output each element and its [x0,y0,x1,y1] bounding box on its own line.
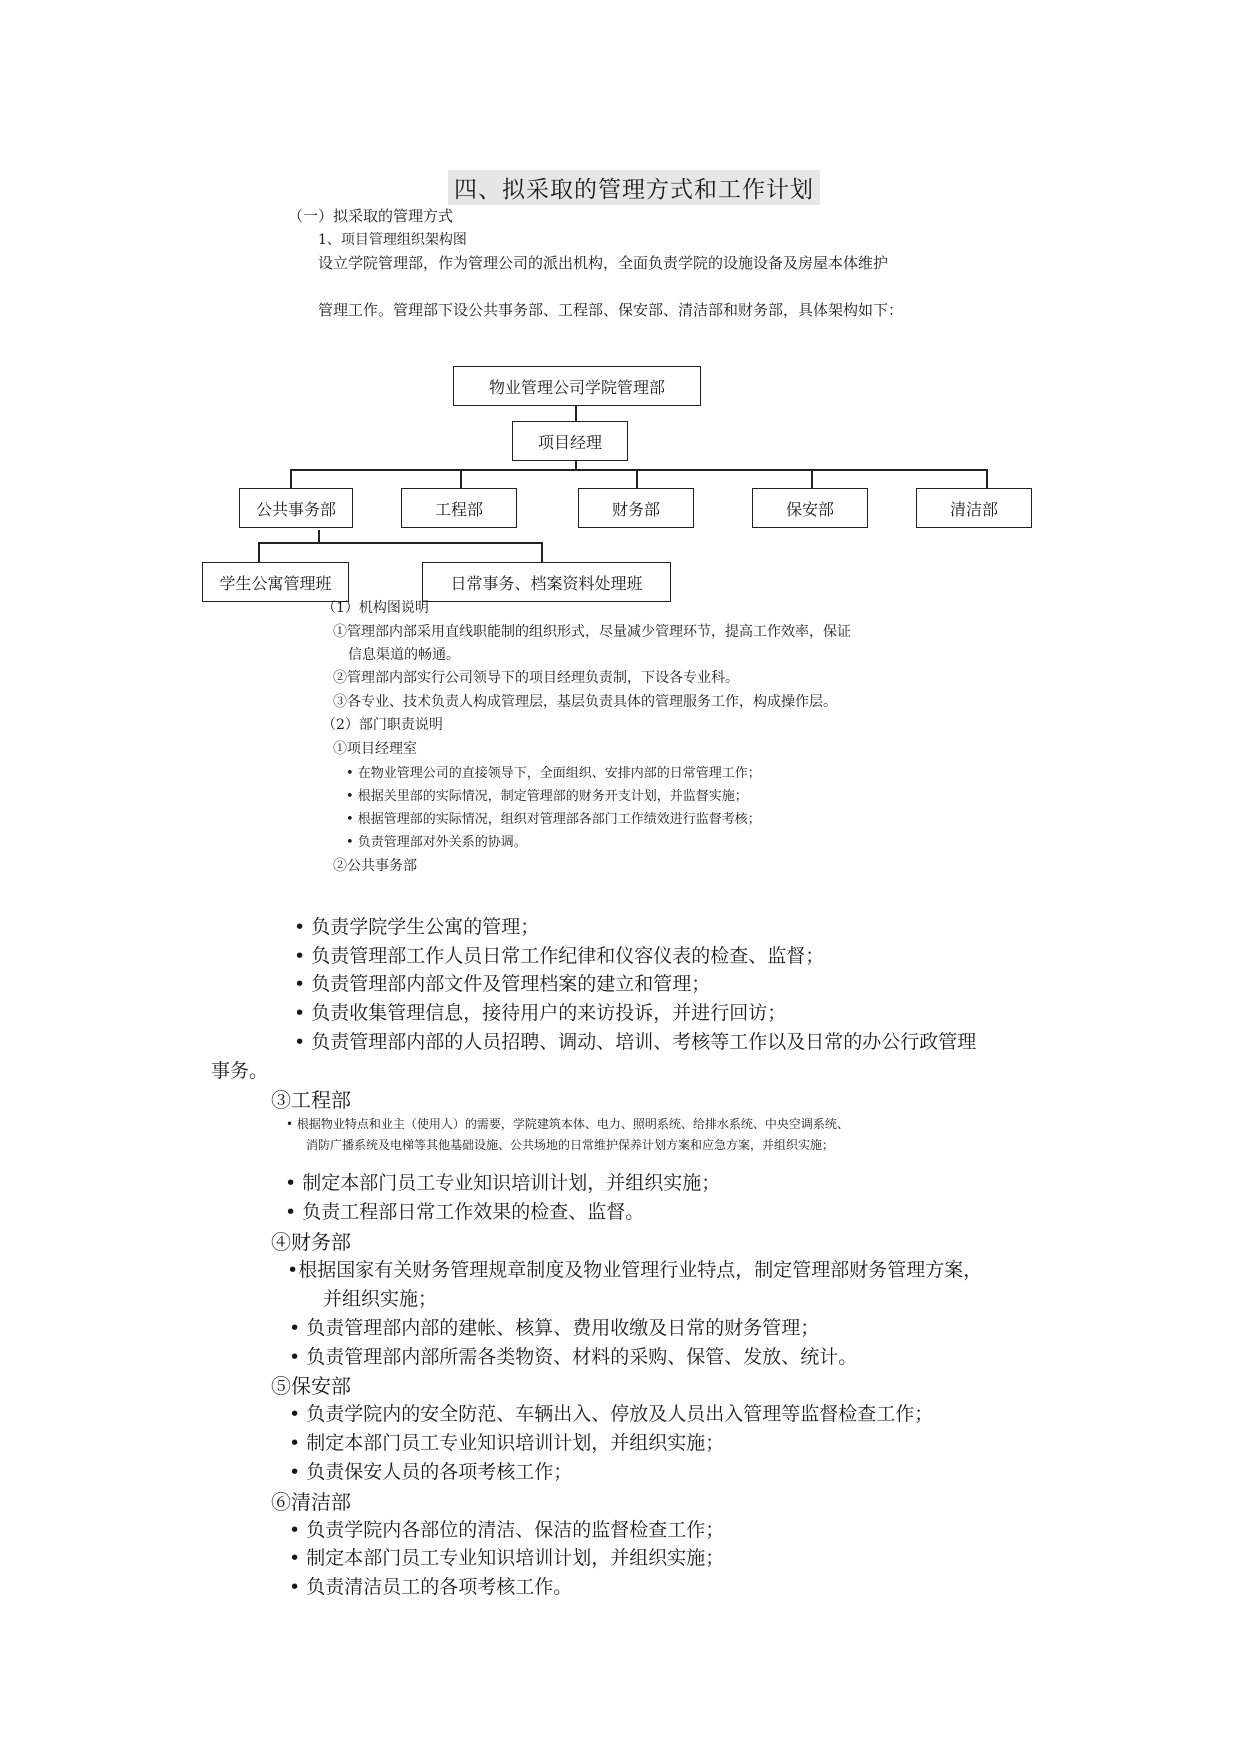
duty-item: • 负责保安人员的各项考核工作； [289,1461,573,1483]
duty-item: • 负责管理部内部所需各类物资、材料的采购、保管、发放、统计。 [289,1346,858,1368]
dept-heading: ②公共事务部 [333,858,417,874]
duty-item: • 负责学院内各部位的清洁、保洁的监督检查工作； [289,1519,725,1541]
connector-line [811,469,813,490]
connector-line [258,542,542,544]
connector-line [290,469,987,471]
duty-item: 消防广播系统及电梯等其他基础设施、公共场地的日常维护保养计划方案和应急方案，并组织实施； [306,1138,835,1152]
connector-line [290,469,292,490]
org-box-records-team: 日常事务、档案资料处理班 [422,562,671,602]
connector-line [460,469,462,490]
duty-item: • 在物业管理公司的直接领导下，全面组织、安排内部的日常管理工作； [346,766,761,781]
duty-item: • 负责学院内的安全防范、车辆出入、停放及人员出入管理等监督检查工作； [289,1403,934,1425]
duty-item: • 根据关里部的实际情况，制定管理部的财务开支计划，并监督实施； [346,789,748,804]
intro-text: 管理工作。管理部下设公共事务部、工程部、保安部、清洁部和财务部，具体架构如下： [318,301,904,319]
duty-item: 事务。 [211,1060,269,1082]
org-box-cleaning: 清洁部 [916,488,1032,528]
duty-item: • 负责管理部内部文件及管理档案的建立和管理； [294,973,711,995]
duty-item: • 负责管理部内部的建帐、核算、费用收缴及日常的财务管理； [289,1317,820,1339]
connector-line [318,530,320,542]
duty-item: •根据国家有关财务管理规章制度及物业管理行业特点，制定管理部财务管理方案， [287,1259,983,1281]
connector-line [636,469,638,490]
duty-item: • 根据管理部的实际情况，组织对管理部各部门工作绩效进行监督考核； [346,812,761,827]
note-item: ②管理部内部实行公司领导下的项目经理负责制，下设各专业科。 [333,670,739,686]
org-box-top: 物业管理公司学院管理部 [453,366,701,406]
duty-item: • 负责管理部对外关系的协调。 [346,835,527,850]
duty-item: 并组织实施； [323,1288,438,1310]
duty-item: • 负责管理部内部的人员招聘、调动、培训、考核等工作以及日常的办公行政管理 [294,1031,977,1053]
duties-heading: （2）部门职责说明 [322,717,443,733]
duty-item: • 负责管理部工作人员日常工作纪律和仪容仪表的检查、监督； [294,945,825,967]
org-box-manager: 项目经理 [512,421,628,461]
duty-item: • 制定本部门员工专业知识培训计划，并组织实施； [289,1547,725,1569]
duty-item: • 制定本部门员工专业知识培训计划，并组织实施； [285,1172,721,1194]
org-box-public-affairs: 公共事务部 [239,488,353,528]
note-item: 信息渠道的畅通。 [348,647,460,663]
page-title: 四、拟采取的管理方式和工作计划 [448,170,820,205]
org-box-engineering: 工程部 [401,488,517,528]
dept-heading: ③工程部 [271,1088,351,1112]
connector-line [258,542,260,564]
section-heading: （一）拟采取的管理方式 [288,207,454,225]
connector-line [541,542,543,564]
duty-item: • 负责工程部日常工作效果的检查、监督。 [285,1201,645,1223]
duty-item: • 制定本部门员工专业知识培训计划，并组织实施； [289,1432,725,1454]
duty-item: • 负责清洁员工的各项考核工作。 [289,1576,573,1598]
org-box-finance: 财务部 [578,488,694,528]
dept-heading: ①项目经理室 [333,741,417,757]
connector-line [575,405,577,421]
dept-heading: ④财务部 [271,1230,351,1254]
note-item: ①管理部内部采用直线职能制的组织形式，尽量减少管理环节，提高工作效率，保证 [333,624,851,640]
intro-text: 设立学院管理部，作为管理公司的派出机构，全面负责学院的设施设备及房屋本体维护 [318,254,889,272]
note-item: ③各专业、技术负责人构成管理层，基层负责具体的管理服务工作，构成操作层。 [333,694,837,710]
connector-line [986,469,988,490]
dept-heading: ⑤保安部 [271,1374,351,1398]
subsection-heading: 1、项目管理组织架构图 [318,232,467,248]
duty-item: • 负责收集管理信息，接待用户的来访投诉，并进行回访； [294,1002,787,1024]
org-box-dorm-team: 学生公寓管理班 [202,562,349,602]
org-box-security: 保安部 [752,488,868,528]
duty-item: • 负责学院学生公寓的管理； [294,916,540,938]
notes-heading: （1）机构图说明 [322,600,429,616]
duty-item: • 根据物业特点和业主（使用人）的需要，学院建筑本体、电力、照明系统、给排水系统、中央空调系统、 [286,1117,849,1131]
dept-heading: ⑥清洁部 [271,1490,351,1514]
